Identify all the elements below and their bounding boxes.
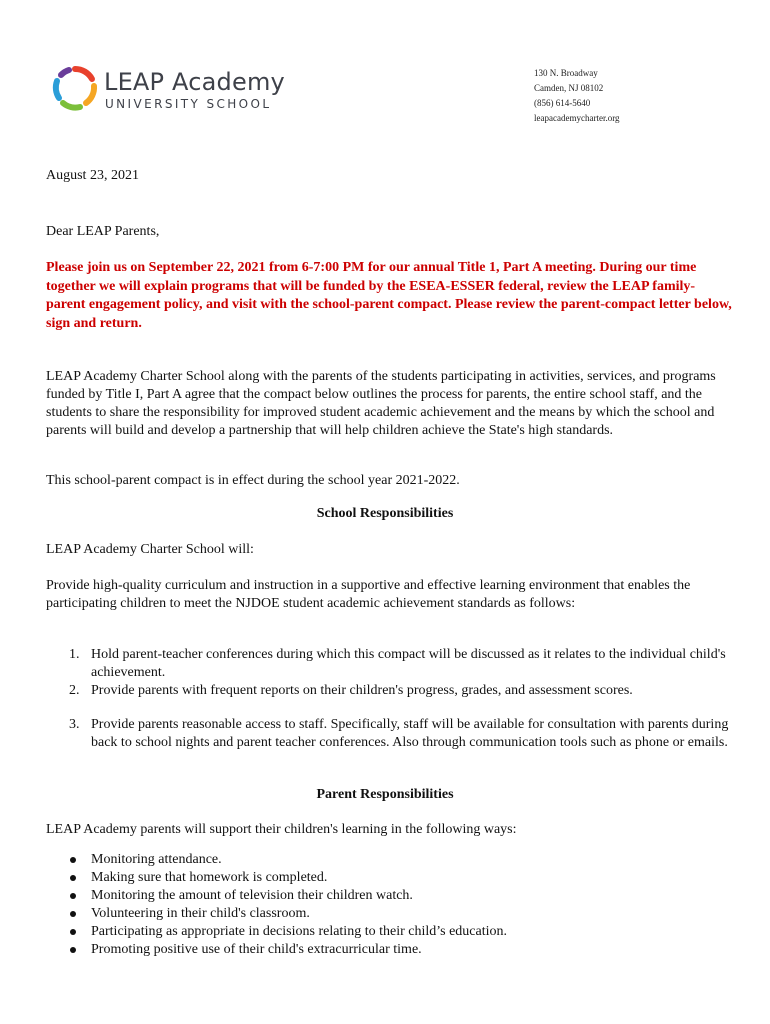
- list-number: 1.: [69, 647, 80, 662]
- bullet-icon: [70, 929, 76, 935]
- logo-subtitle: UNIVERSITY SCHOOL: [105, 97, 272, 111]
- bullet-item: [46, 869, 736, 887]
- bullet-item: [46, 923, 736, 941]
- bullet-icon: [70, 947, 76, 953]
- address-phone: (856) 614-5640: [534, 98, 591, 108]
- bullet-item: [46, 905, 736, 923]
- list-number: 3.: [69, 717, 80, 732]
- list-item-text: Provide parents with frequent reports on their children's progress, grades, and assessment scores.: [91, 683, 633, 698]
- school-responsibilities-list: [46, 646, 736, 752]
- list-number: 2.: [69, 683, 80, 698]
- school-intro: LEAP Academy Charter School will:: [46, 542, 254, 557]
- address-city: Camden, NJ 08102: [534, 83, 604, 93]
- address-street: 130 N. Broadway: [534, 68, 598, 78]
- school-address: [534, 66, 734, 126]
- bullet-item: [46, 941, 736, 959]
- list-item: [46, 716, 736, 752]
- bullet-icon: [70, 911, 76, 917]
- meeting-notice: Please join us on September 22, 2021 from 6-7:00 PM for our annual Title 1, Part A meeting. During our time together we will explain programs that will be funded by the ESEA-ESSER federal, review the LEAP family-parent engagement policy, and visit with the school-parent compact. Please review the parent-compact letter below, sign and return.: [46, 260, 732, 331]
- bullet-text: Volunteering in their child's classroom.: [91, 906, 310, 921]
- address-website: leapacademycharter.org: [534, 113, 620, 123]
- bullet-text: Participating as appropriate in decisions relating to their child’s education.: [91, 924, 507, 939]
- list-item-text: Provide parents reasonable access to staff. Specifically, staff will be available for consultation with parents during back to school nights and parent teacher conferences. Also through communication tools such as phone or emails.: [91, 717, 729, 750]
- letter-greeting: Dear LEAP Parents,: [46, 224, 160, 239]
- bullet-text: Making sure that homework is completed.: [91, 870, 328, 885]
- bullet-item: [46, 851, 736, 869]
- school-responsibilities-heading: School Responsibilities: [316, 506, 454, 521]
- bullet-icon: [70, 857, 76, 863]
- bullet-text: Monitoring the amount of television their children watch.: [91, 888, 413, 903]
- school-provide-paragraph: Provide high-quality curriculum and instruction in a supportive and effective learning environment that enables the participating children to meet the NJDOE student academic achievement standards as follows:: [46, 578, 691, 611]
- parent-intro: LEAP Academy parents will support their children's learning in the following ways:: [46, 822, 517, 837]
- list-item: [46, 682, 736, 700]
- list-item: [46, 646, 736, 682]
- bullet-icon: [70, 875, 76, 881]
- logo-ring-icon: [52, 64, 98, 112]
- bullet-icon: [70, 893, 76, 899]
- intro-paragraph: LEAP Academy Charter School along with the parents of the students participating in activities, services, and programs funded by Title I, Part A agree that the compact below outlines the process for parents, the entire school staff, and the students to share the responsibility for improved student academic achievement and the means by which the school and parents will build and develop a partnership that will help children achieve the State's high standards.: [46, 369, 716, 438]
- letter-date: August 23, 2021: [46, 168, 139, 183]
- bullet-text: Promoting positive use of their child's extracurricular time.: [91, 942, 422, 957]
- parent-responsibilities-heading: Parent Responsibilities: [316, 787, 454, 802]
- leap-academy-logo: [52, 64, 292, 114]
- list-item-text: Hold parent-teacher conferences during which this compact will be discussed as it relates to the individual child's achievement.: [91, 647, 726, 680]
- bullet-text: Monitoring attendance.: [91, 852, 222, 867]
- logo-name: LEAP Academy: [104, 68, 285, 96]
- bullet-item: [46, 887, 736, 905]
- parent-responsibilities-list: [46, 851, 736, 959]
- effective-paragraph: This school-parent compact is in effect during the school year 2021-2022.: [46, 473, 460, 488]
